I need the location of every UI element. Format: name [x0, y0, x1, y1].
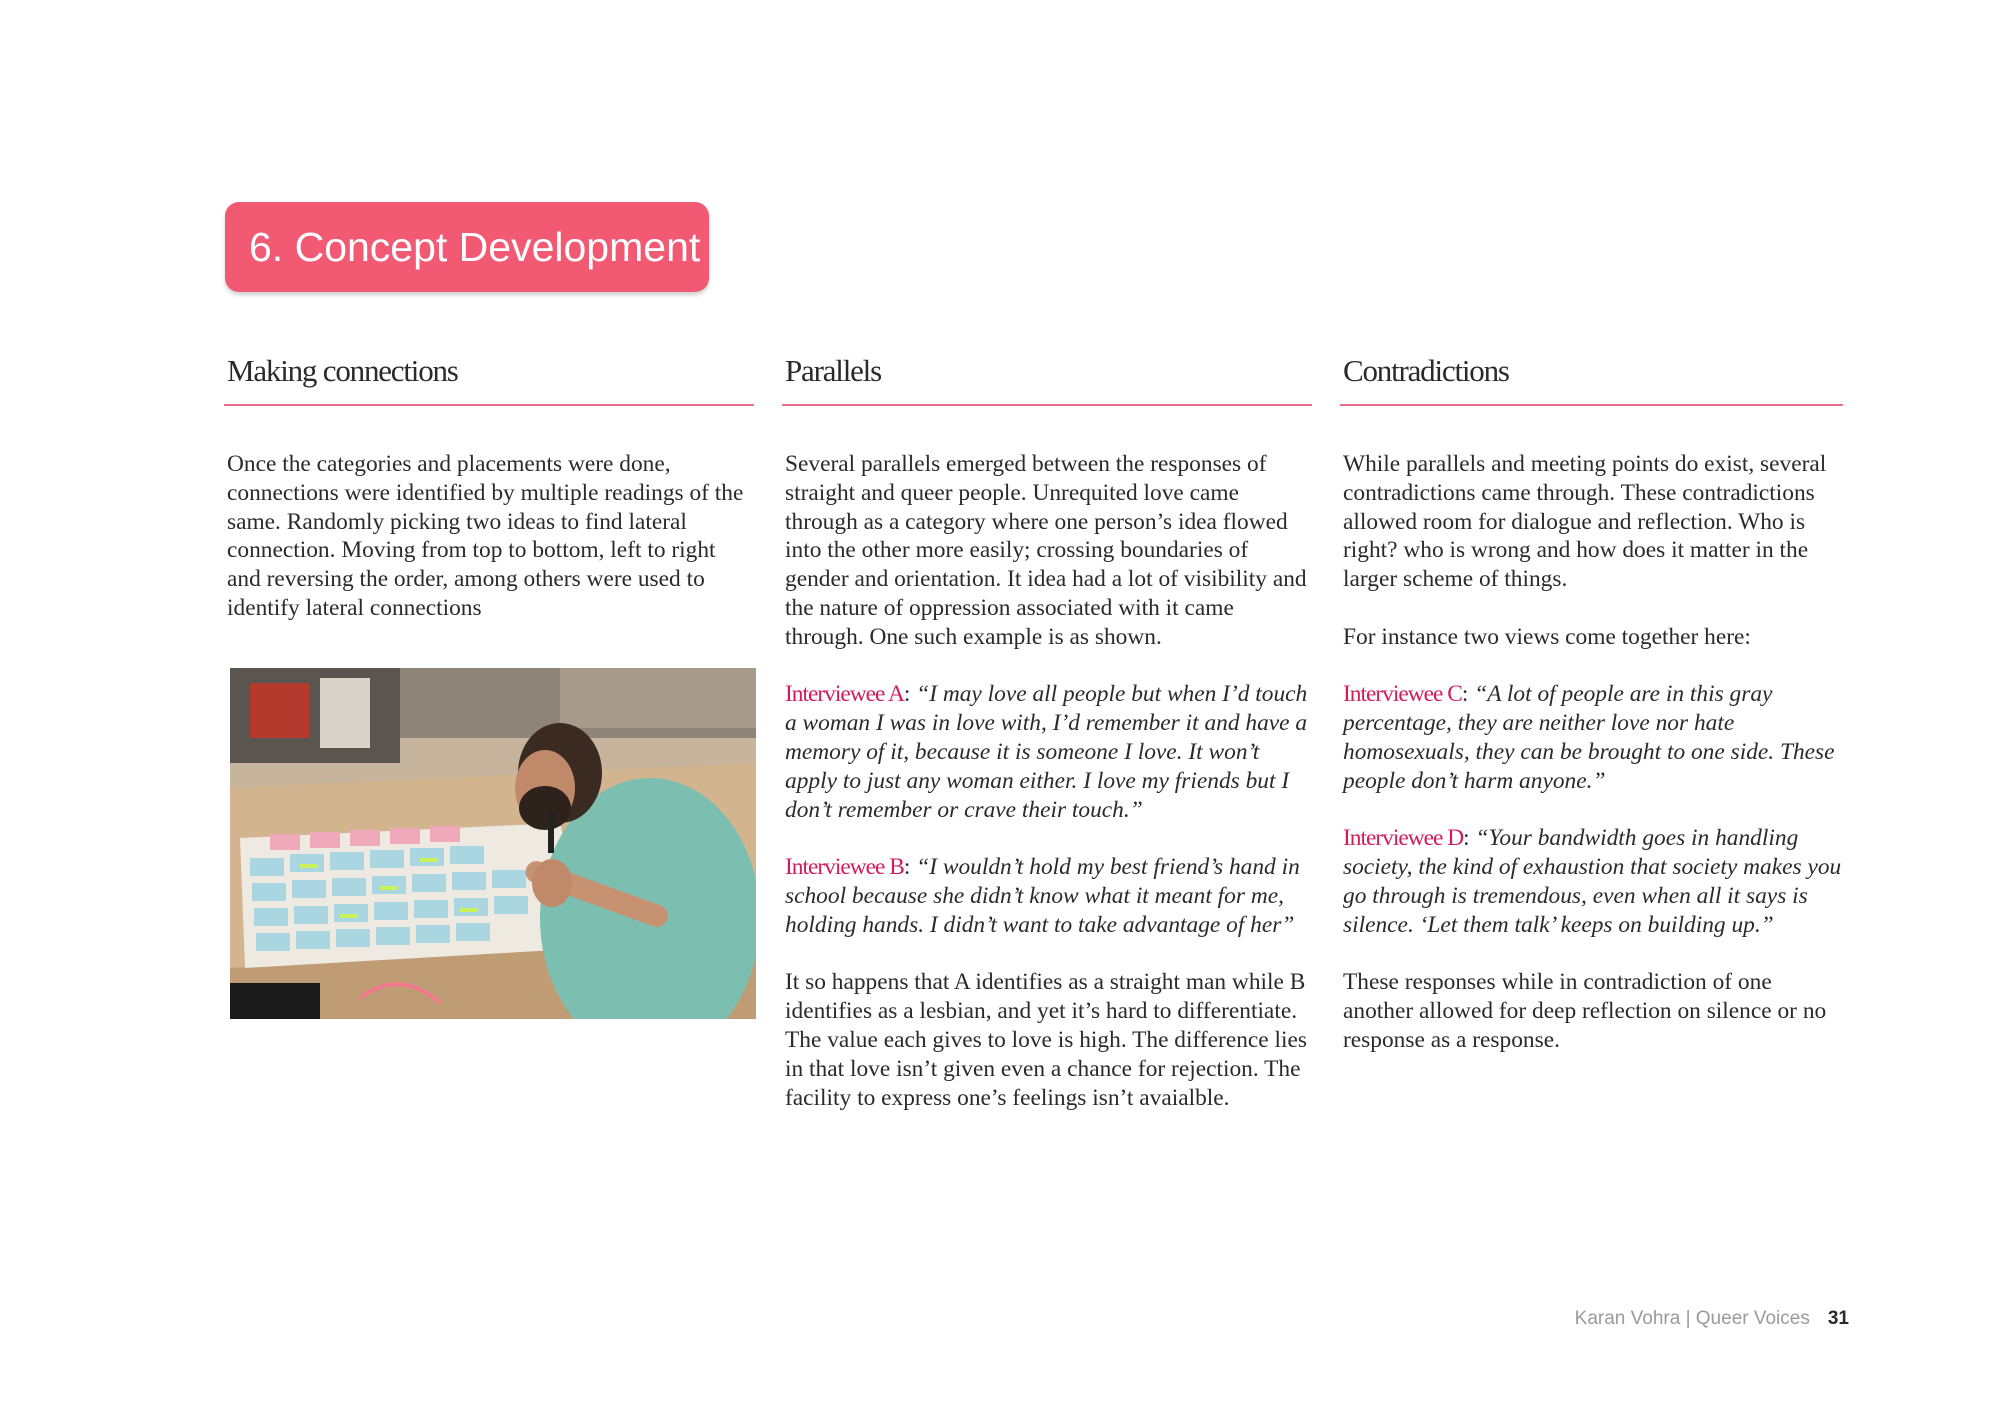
- quote-text-c: “A lot of people are in this gray percentage, they are neither love nor hate homosexuals, they can be brought to one side. These people don’t harm anyone.”: [1343, 681, 1835, 794]
- heading-divider: [1340, 404, 1843, 406]
- making-connections-paragraph: Once the categories and placements were done, connections were identified by multiple readings of the same. Randomly picking two ideas to find lateral connection. Moving from top to bottom, left to right and reversing the order, among others were used to identify lateral connections: [227, 451, 744, 621]
- making-connections-body: [227, 450, 755, 623]
- quote-text-d: “Your bandwidth goes in handling society, the kind of exhaustion that society makes you go through is tremendous, even when all it says is silence. ‘Let them talk’ keeps on building up.”: [1343, 825, 1842, 938]
- heading-divider: [782, 404, 1312, 406]
- column-contradictions: [1343, 348, 1847, 1084]
- contradictions-body: [1343, 450, 1847, 1055]
- page-number: 31: [1827, 1308, 1849, 1329]
- parallels-conclusion: It so happens that A identifies as a straight man while B identifies as a lesbian, and yet it’s hard to differentiate. The value each gives to love is high. The difference lies in that love isn’t given even a chance for rejection. The facility to express one’s feelings isn’t avaialble.: [785, 969, 1307, 1111]
- page-footer: [1575, 1308, 1849, 1330]
- parallels-intro: Several parallels emerged between the responses of straight and queer people. Unrequited love came through as a category where one person’s idea flowed into the other more easily; crossing boundaries of gender and orientation. It idea had a lot of visibility and the nature of oppression associated with it came through. One such example is as shown.: [785, 451, 1307, 650]
- speaker-interviewee-b: Interviewee B: [785, 854, 904, 881]
- column-parallels: [785, 348, 1313, 1141]
- quote-interviewee-d: Interviewee D: “Your bandwidth goes in handling society, the kind of exhaustion that society makes you go through is tremendous, even when all it says is silence. ‘Let them talk’ keeps on building up.”: [1343, 825, 1842, 938]
- parallels-body: [785, 450, 1313, 1112]
- section-title-badge: [225, 202, 709, 292]
- quote-interviewee-a: Interviewee A: “I may love all people but when I’d touch a woman I was in love with, I’d remember it and have a memory of it, because it is someone I love. It won’t apply to just any woman either. I love my friends but I don’t remember or crave their touch.”: [785, 681, 1308, 823]
- contradictions-intro: While parallels and meeting points do exist, several contradictions came through. These contradictions allowed room for dialogue and reflection. Who is right? who is wrong and how does it matter in the larger scheme of things.: [1343, 451, 1827, 593]
- quote-text-a: “I may love all people but when I’d touch a woman I was in love with, I’d remember it and have a memory of it, because it is someone I love. It won’t apply to just any woman either. I love my friends but I don’t remember or crave their touch.”: [785, 681, 1308, 823]
- column-making-connections: [227, 348, 755, 652]
- speaker-interviewee-d: Interviewee D: [1343, 825, 1464, 852]
- contradictions-conclusion: These responses while in contradiction of one another allowed for deep reflection on silence or no response as a response.: [1343, 969, 1827, 1053]
- heading-parallels: Parallels: [785, 353, 881, 388]
- quote-interviewee-b: Interviewee B: “I wouldn’t hold my best friend’s hand in school because she didn’t know what it meant for me, holding hands. I didn’t want to take advantage of her”: [785, 854, 1300, 938]
- footer-credit: Karan Vohra | Queer Voices: [1574, 1308, 1810, 1329]
- heading-making-connections: Making connections: [227, 353, 458, 388]
- contradictions-lead-in: For instance two views come together here:: [1343, 623, 1751, 650]
- workshop-photo: [230, 668, 756, 1019]
- section-title: 6. Concept Development: [249, 224, 701, 270]
- photo-workshop-sticky-notes-icon: [230, 668, 756, 1019]
- speaker-interviewee-a: Interviewee A: [785, 681, 904, 708]
- quote-text-b: “I wouldn’t hold my best friend’s hand in school because she didn’t know what it meant for me, holding hands. I didn’t want to take advantage of her”: [785, 854, 1300, 938]
- speaker-interviewee-c: Interviewee C: [1343, 681, 1462, 708]
- heading-contradictions: Contradictions: [1343, 353, 1509, 388]
- quote-interviewee-c: Interviewee C: “A lot of people are in this gray percentage, they are neither love nor hate homosexuals, they can be brought to one side. These people don’t harm anyone.”: [1343, 681, 1835, 794]
- heading-divider: [224, 404, 754, 406]
